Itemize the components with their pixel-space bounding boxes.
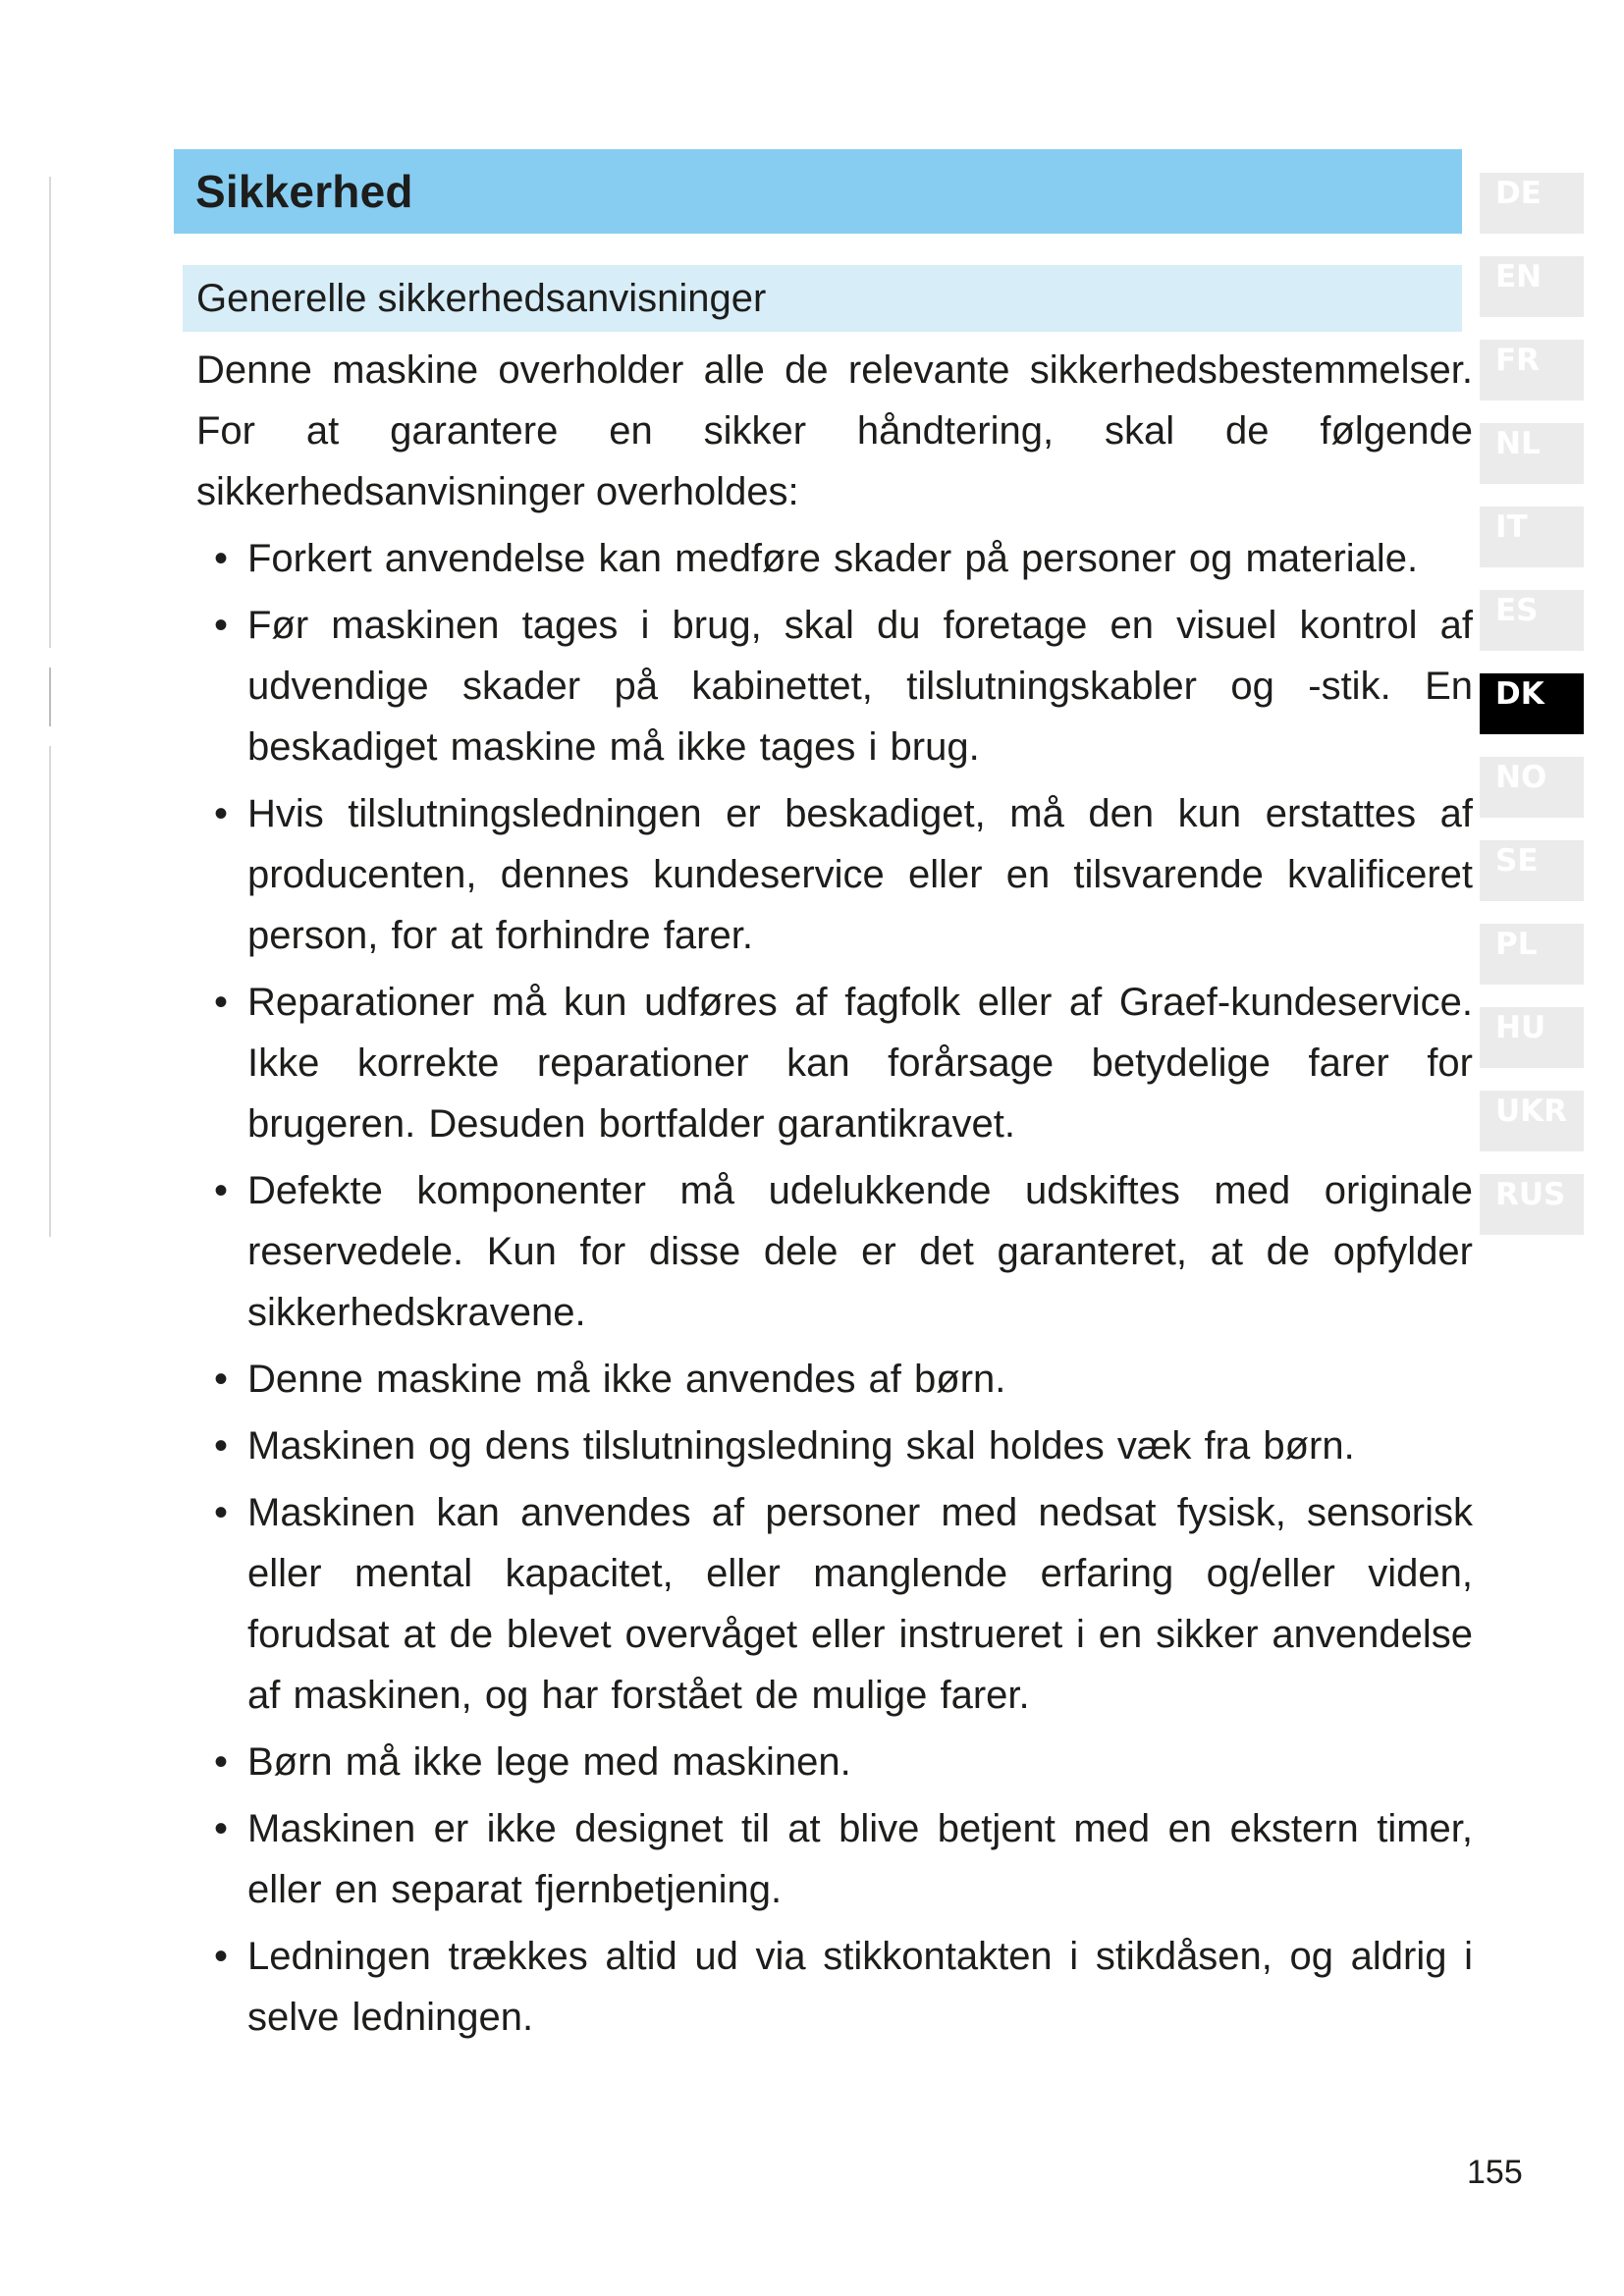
bullet-icon: • [214, 1424, 229, 1468]
list-item [196, 1798, 1473, 1920]
list-item-text: Maskinen er ikke designet til at blive betjent med en ekstern timer, eller en separat fjernbetjening. [247, 1807, 1473, 1911]
list-item-text: Hvis tilslutningsledningen er beskadiget, må den kun erstattes af producenten, dennes kundeservice eller en tilsvarende kvalificeret person, for at forhindre farer. [247, 792, 1473, 957]
list-item-text: Før maskinen tages i brug, skal du foretage en visuel kontrol af udvendige skader på kabinettet, tilslutningskabler og -stik. En beskadiget maskine må ikke tages i brug. [247, 604, 1473, 769]
list-item-text: Maskinen kan anvendes af personer med nedsat fysisk, sensorisk eller mental kapacitet, eller manglende erfaring og/eller viden, forudsat at de blevet overvåget eller instrueret i en sikker anvendelse af maskinen, og har forstået de mulige farer. [247, 1491, 1473, 1717]
bullet-icon: • [214, 537, 229, 580]
list-item [196, 1415, 1473, 1476]
lang-tab-es[interactable]: ES [1480, 590, 1584, 651]
list-item-text: Maskinen og dens tilslutningsledning skal holdes væk fra børn. [247, 1424, 1355, 1468]
bullet-icon: • [214, 1358, 229, 1401]
lang-tab-it[interactable]: IT [1480, 507, 1584, 567]
safety-list [196, 528, 1473, 2048]
list-item-text: Forkert anvendelse kan medføre skader på personer og materiale. [247, 537, 1419, 580]
language-tabs [1480, 173, 1584, 1257]
bullet-icon: • [214, 1740, 229, 1784]
edge-mark [49, 746, 51, 1237]
list-item [196, 783, 1473, 966]
list-item-text: Denne maskine må ikke anvendes af børn. [247, 1358, 1006, 1401]
list-item [196, 1732, 1473, 1792]
page-number: 155 [1467, 2154, 1523, 2191]
lang-tab-hu[interactable]: HU [1480, 1007, 1584, 1068]
lang-tab-nl[interactable]: NL [1480, 423, 1584, 484]
lang-tab-se[interactable]: SE [1480, 840, 1584, 901]
content-area [196, 340, 1473, 2054]
list-item [196, 1926, 1473, 2048]
list-item [196, 595, 1473, 777]
lang-tab-en[interactable]: EN [1480, 256, 1584, 317]
lang-tab-fr[interactable]: FR [1480, 340, 1584, 400]
lang-tab-dk[interactable]: DK [1480, 673, 1584, 734]
lang-tab-de[interactable]: DE [1480, 173, 1584, 234]
lang-tab-ukr[interactable]: UKR [1480, 1091, 1584, 1151]
edge-mark [49, 177, 51, 648]
section-title-bar [174, 149, 1462, 234]
bullet-icon: • [214, 792, 229, 835]
bullet-icon: • [214, 1169, 229, 1212]
edge-mark [49, 667, 51, 726]
list-item [196, 528, 1473, 589]
section-subtitle-bar [183, 265, 1462, 332]
list-item-text: Defekte komponenter må udelukkende udskiftes med originale reservedele. Kun for disse dele er det garanteret, at de opfylder sikkerhedskravene. [247, 1169, 1473, 1334]
bullet-icon: • [214, 1807, 229, 1850]
list-item [196, 1160, 1473, 1343]
intro-paragraph: Denne maskine overholder alle de relevante sikkerhedsbestemmelser. For at garantere en sikker håndtering, skal de følgende sikkerhedsanvisninger overholdes: [196, 348, 1473, 513]
list-item [196, 1349, 1473, 1410]
bullet-icon: • [214, 1935, 229, 1978]
list-item-text: Reparationer må kun udføres af fagfolk eller af Graef-kundeservice. Ikke korrekte reparationer kan forårsage betydelige farer for brugeren. Desuden bortfalder garantikravet. [247, 981, 1473, 1146]
lang-tab-pl[interactable]: PL [1480, 924, 1584, 985]
page-title: Sikkerhed [195, 166, 413, 217]
list-item [196, 972, 1473, 1154]
bullet-icon: • [214, 1491, 229, 1534]
lang-tab-no[interactable]: NO [1480, 757, 1584, 818]
list-item [196, 1482, 1473, 1726]
section-subtitle: Generelle sikkerhedsanvisninger [196, 276, 767, 320]
list-item-text: Ledningen trækkes altid ud via stikkontakten i stikdåsen, og aldrig i selve ledningen. [247, 1935, 1473, 2039]
list-item-text: Børn må ikke lege med maskinen. [247, 1740, 851, 1784]
bullet-icon: • [214, 604, 229, 647]
lang-tab-rus[interactable]: RUS [1480, 1174, 1584, 1235]
bullet-icon: • [214, 981, 229, 1024]
